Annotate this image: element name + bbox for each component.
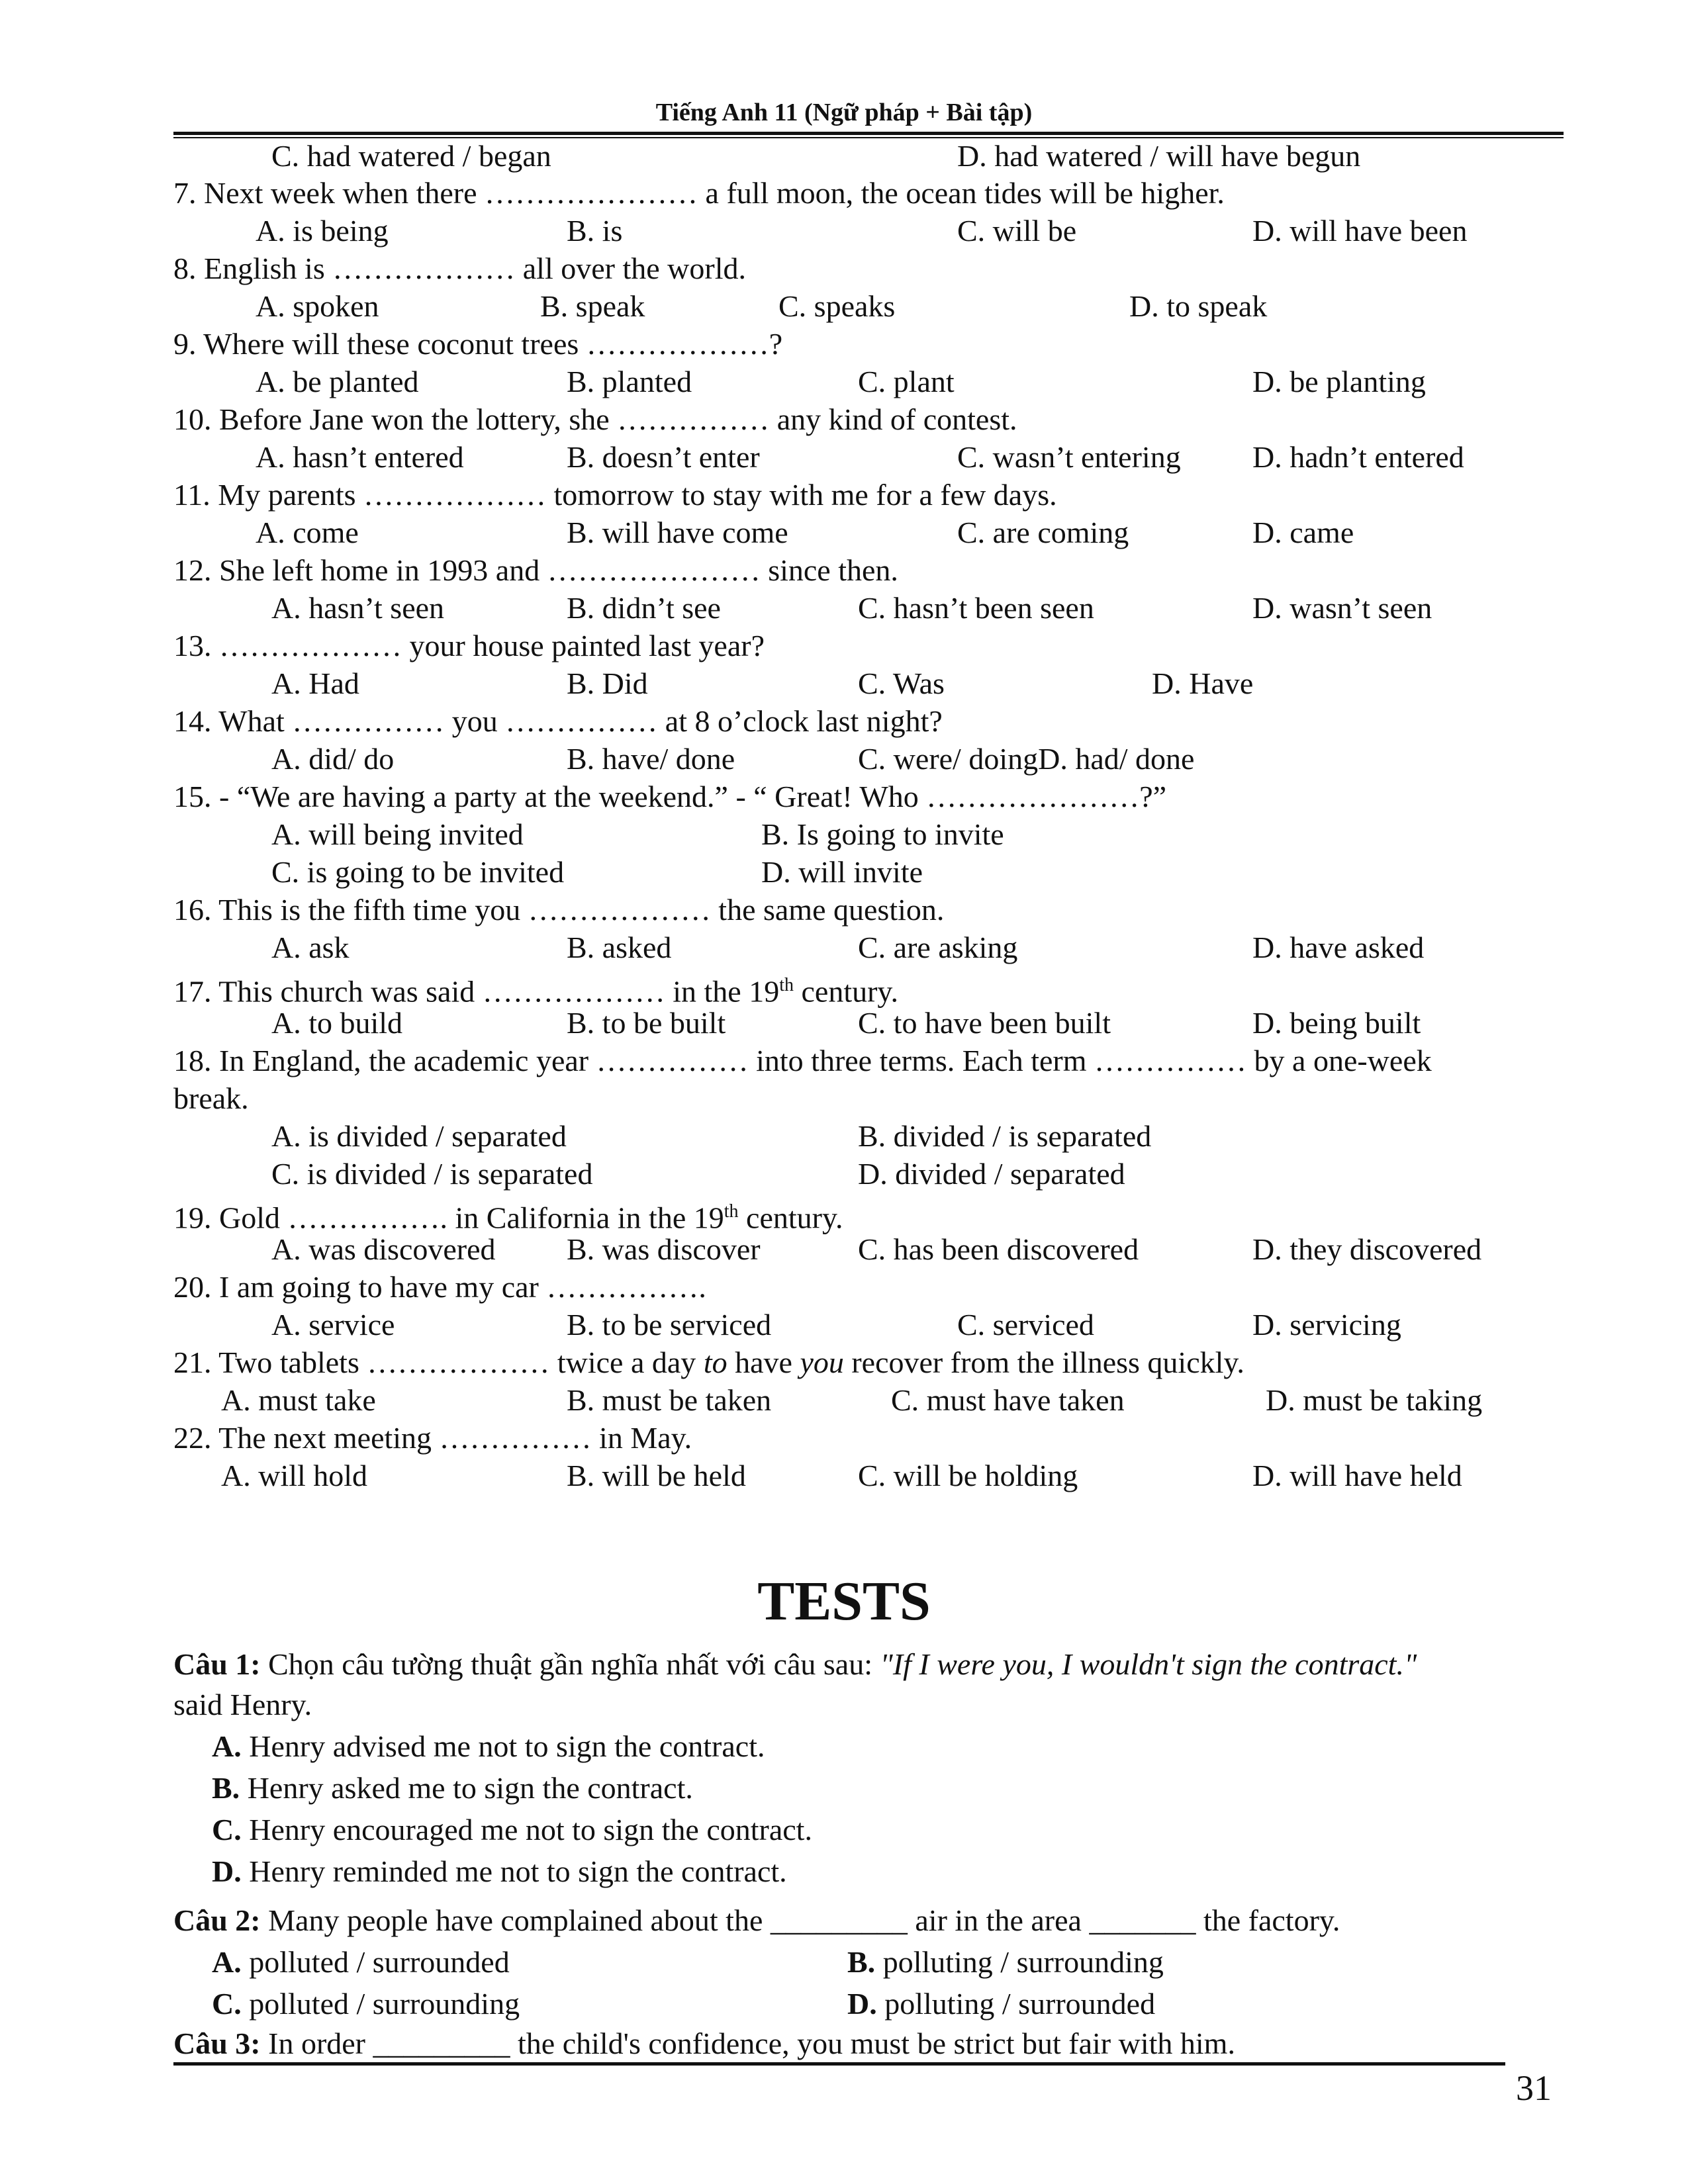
carry-option-c: C. had watered / began [271,139,551,173]
q19-option-a: A. was discovered [271,1232,496,1266]
q9-option-b: B. planted [567,365,692,398]
q12-option-a: A. hasn’t seen [271,591,445,625]
q17-option-d: D. being built [1252,1006,1421,1040]
question-7: 7. Next week when there ………………… a full moon, the ocean tides will be higher. [173,176,1225,210]
q18-option-b: B. divided / is separated [858,1119,1152,1153]
question-19: 19. Gold ……………. in California in the 19th century. [173,1201,843,1235]
carry-option-d: D. had watered / will have begun [957,139,1361,173]
q14-option-c-d: C. were/ doingD. had/ done [858,742,1195,776]
q15-option-c: C. is going to be invited [271,855,565,889]
q10-option-c: C. wasn’t entering [957,440,1181,474]
q21-option-c: C. must have taken [891,1383,1125,1417]
q9-option-c: C. plant [858,365,955,398]
q19-option-c: C. has been discovered [858,1232,1139,1266]
q7-option-a: A. is being [256,214,389,248]
question-13: 13. ……………… your house painted last year? [173,629,765,662]
question-16: 16. This is the fifth time you ……………… the same question. [173,893,945,927]
tq1-option-a: A. Henry advised me not to sign the contract. [212,1729,765,1763]
q16-option-a: A. ask [271,931,350,964]
q18-option-a: A. is divided / separated [271,1119,567,1153]
q14-option-a: A. did/ do [271,742,395,776]
q12-option-c: C. hasn’t been seen [858,591,1094,625]
tq2-option-d: D. polluting / surrounded [847,1987,1156,2021]
q14-option-b: B. have/ done [567,742,735,776]
question-8: 8. English is ……………… all over the world. [173,251,746,285]
q9-option-a: A. be planted [256,365,419,398]
q7-option-b: B. is [567,214,623,248]
q11-option-b: B. will have come [567,516,788,549]
q16-option-c: C. are asking [858,931,1018,964]
question-15: 15. - “We are having a party at the weekend.” - “ Great! Who …………………?” [173,780,1167,813]
page-number: 31 [1516,2068,1552,2108]
question-11: 11. My parents ……………… tomorrow to stay with me for a few days. [173,478,1057,512]
q16-option-b: B. asked [567,931,672,964]
test-question-3: Câu 3: In order _________ the child's confidence, you must be strict but fair with him. [173,2026,1235,2060]
q15-option-d: D. will invite [761,855,923,889]
q13-option-d: D. Have [1152,666,1254,700]
page-header-title: Tiếng Anh 11 (Ngữ pháp + Bài tập) [655,99,1033,126]
q20-option-c: C. serviced [957,1308,1094,1342]
question-18: 18. In England, the academic year …………… into three terms. Each term …………… by a one-week [173,1044,1432,1077]
q13-option-a: A. Had [271,666,359,700]
question-20: 20. I am going to have my car ……………. [173,1270,706,1304]
q19-option-d: D. they discovered [1252,1232,1482,1266]
q7-option-d: D. will have been [1252,214,1468,248]
q21-option-d: D. must be taking [1266,1383,1483,1417]
q17-option-b: B. to be built [567,1006,726,1040]
question-22: 22. The next meeting …………… in May. [173,1421,692,1455]
question-14: 14. What …………… you …………… at 8 o’clock last night? [173,704,943,738]
q19-option-b: B. was discover [567,1232,761,1266]
footer-rule [173,2062,1505,2066]
tq1-option-b: B. Henry asked me to sign the contract. [212,1771,693,1805]
tq2-option-a: A. polluted / surrounded [212,1945,510,1979]
tq1-option-c: C. Henry encouraged me not to sign the contract. [212,1813,812,1846]
tq1-option-d: D. Henry reminded me not to sign the contract. [212,1854,787,1888]
q15-option-a: A. will being invited [271,817,524,851]
q8-option-d: D. to speak [1129,289,1268,323]
q22-option-c: C. will be holding [858,1459,1078,1492]
q10-option-a: A. hasn’t entered [256,440,464,474]
q12-option-b: B. didn’t see [567,591,721,625]
tq2-option-b: B. polluting / surrounding [847,1945,1164,1979]
q18-option-c: C. is divided / is separated [271,1157,593,1191]
question-18-continued: break. [173,1081,249,1115]
q22-option-a: A. will hold [221,1459,368,1492]
question-17: 17. This church was said ……………… in the 19th century. [173,974,898,1009]
test-question-1-tail: said Henry. [173,1688,312,1721]
q20-option-d: D. servicing [1252,1308,1401,1342]
tq2-option-c: C. polluted / surrounding [212,1987,520,2021]
q20-option-b: B. to be serviced [567,1308,772,1342]
q9-option-d: D. be planting [1252,365,1426,398]
q8-option-b: B. speak [540,289,645,323]
q12-option-d: D. wasn’t seen [1252,591,1432,625]
q22-option-d: D. will have held [1252,1459,1462,1492]
header-rule-thick [173,132,1564,135]
q16-option-d: D. have asked [1252,931,1425,964]
question-12: 12. She left home in 1993 and ………………… since then. [173,553,898,587]
q21-option-b: B. must be taken [567,1383,772,1417]
q13-option-b: B. Did [567,666,648,700]
q17-option-a: A. to build [271,1006,403,1040]
q17-option-c: C. to have been built [858,1006,1111,1040]
question-21: 21. Two tablets ……………… twice a day to have you recover from the illness quickly. [173,1345,1244,1379]
q10-option-d: D. hadn’t entered [1252,440,1464,474]
q11-option-a: A. come [256,516,359,549]
tests-heading: TESTS [757,1570,931,1632]
q10-option-b: B. doesn’t enter [567,440,760,474]
q11-option-c: C. are coming [957,516,1129,549]
test-question-1: Câu 1: Chọn câu tường thuật gần nghĩa nhất với câu sau: "If I were you, I wouldn't sign the contract." [173,1647,1417,1681]
question-10: 10. Before Jane won the lottery, she …………… any kind of contest. [173,402,1017,436]
test-question-2: Câu 2: Many people have complained about the _________ air in the area _______ the factory. [173,1903,1340,1937]
q21-option-a: A. must take [221,1383,376,1417]
q15-option-b: B. Is going to invite [761,817,1004,851]
q22-option-b: B. will be held [567,1459,746,1492]
q7-option-c: C. will be [957,214,1077,248]
question-9: 9. Where will these coconut trees ………………? [173,327,783,361]
q8-option-a: A. spoken [256,289,379,323]
q20-option-a: A. service [271,1308,395,1342]
q13-option-c: C. Was [858,666,945,700]
q8-option-c: C. speaks [778,289,896,323]
q11-option-d: D. came [1252,516,1354,549]
q18-option-d: D. divided / separated [858,1157,1125,1191]
